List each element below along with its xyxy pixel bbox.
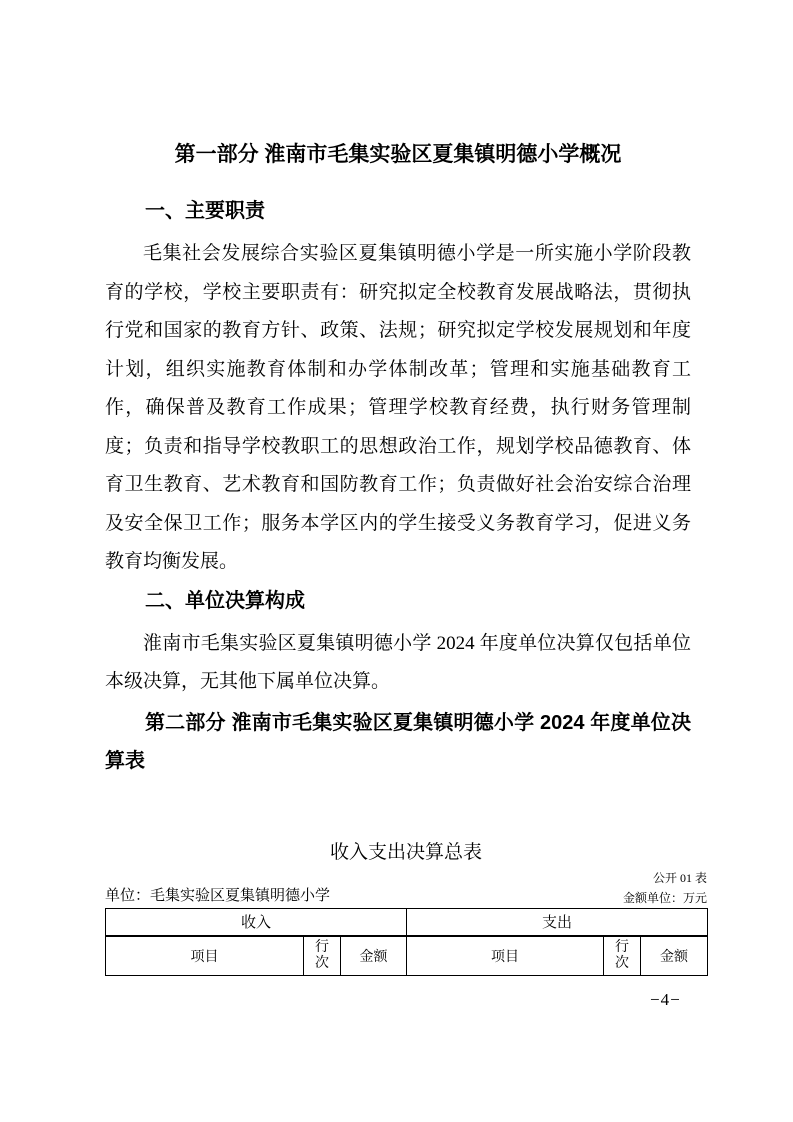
summary-table-block bbox=[105, 841, 707, 976]
table-amount-unit-label: 金额单位：万元 bbox=[622, 890, 707, 905]
table-unit-label: 单位：毛集实验区夏集镇明德小学 bbox=[105, 887, 331, 904]
column-header-expenditure-amount: 金额 bbox=[641, 936, 708, 976]
table-group-header-row bbox=[106, 908, 708, 936]
section1-heading: 一、主要职责 bbox=[145, 200, 265, 222]
column-header-income-amount: 金额 bbox=[341, 936, 407, 976]
column-header-income-rowno bbox=[304, 936, 341, 976]
expenditure-group-header: 支出 bbox=[407, 908, 708, 936]
table-column-header-row bbox=[106, 936, 708, 976]
income-expenditure-summary-table bbox=[105, 908, 708, 976]
table-title: 收入支出决算总表 bbox=[329, 841, 482, 863]
section2-heading: 二、单位决算构成 bbox=[145, 589, 305, 612]
column-header-income-rowno-label: 行次 bbox=[315, 939, 329, 971]
table-meta-row bbox=[105, 887, 707, 906]
column-header-expenditure-item: 项目 bbox=[407, 936, 604, 976]
table-sheet-label: 公开 01 表 bbox=[652, 870, 707, 885]
section2-paragraph: 淮南市毛集实验区夏集镇明德小学 2024 年度单位决算仅包括单位本级决算，无其他下属单位决算。 bbox=[105, 632, 691, 692]
column-header-expenditure-rowno-label: 行次 bbox=[615, 939, 630, 971]
part1-title: 第一部分 淮南市毛集实验区夏集镇明德小学概况 bbox=[174, 143, 622, 166]
income-group-header: 收入 bbox=[106, 908, 407, 936]
document-content bbox=[105, 140, 707, 976]
column-header-expenditure-rowno bbox=[604, 936, 641, 976]
part2-title: 第二部分 淮南市毛集实验区夏集镇明德小学 2024 年度单位决算表 bbox=[105, 711, 691, 772]
footer-page-number: −4− bbox=[650, 990, 681, 1009]
section1-paragraph: 毛集社会发展综合实验区夏集镇明德小学是一所实施小学阶段教育的学校，学校主要职责有：研究拟定全校教育发展战略法，贯彻执行党和国家的教育方针、政策、法规；研究拟定学校发展规划和年度计划，组织实施教育体制和办学体制改革；管理和实施基础教育工作，确保普及教育工作成果；管理学校教育经费，执行财务管理制度；负责和指导学校教职工的思想政治工作，规划学校品德教育、体育卫生教育、艺术教育和国防教育工作；负责做好社会治安综合治理及安全保卫工作；服务本学区内的学生接受义务教育学习，促进义务教育均衡发展。 bbox=[105, 243, 691, 572]
column-header-income-item: 项目 bbox=[106, 936, 304, 976]
